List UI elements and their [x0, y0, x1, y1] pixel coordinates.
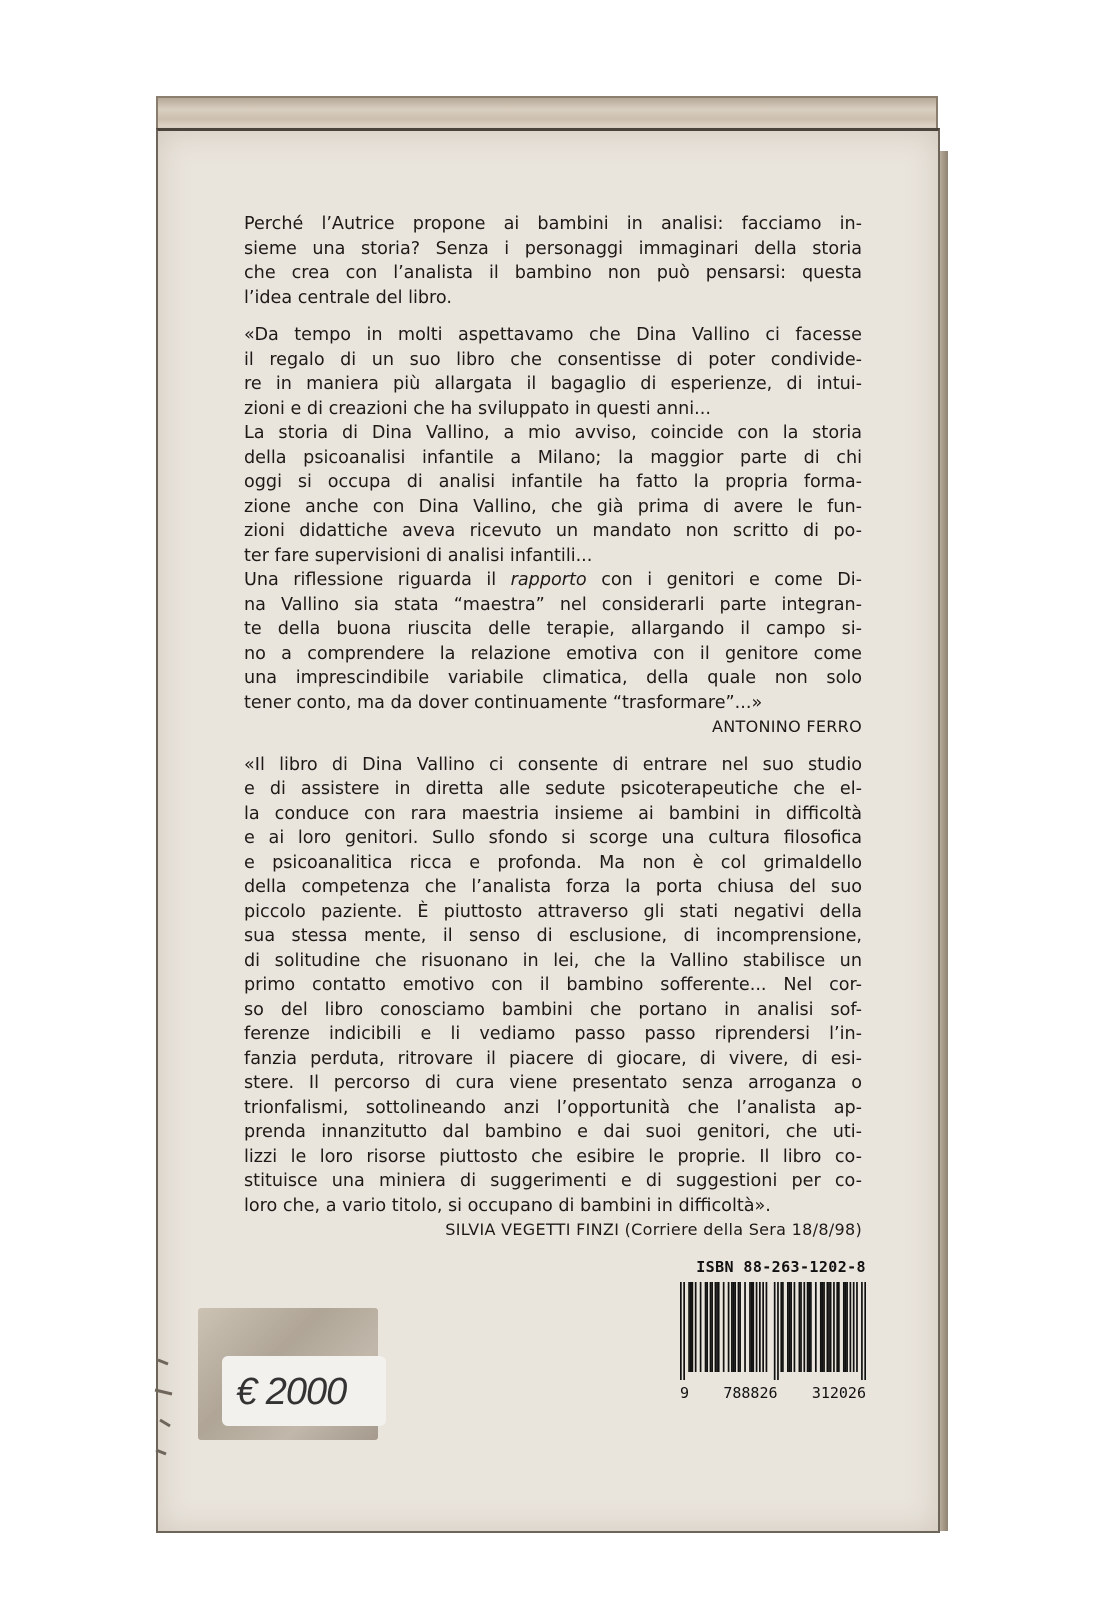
barcode-bar [759, 1282, 761, 1372]
ean-first-digit: 9 [680, 1384, 690, 1402]
barcode-bar [751, 1282, 753, 1372]
barcode-bar [700, 1282, 702, 1372]
barcode-bar [794, 1282, 796, 1372]
text-line: la conduce con rara maestria insieme ai bambini in difficoltà [244, 803, 862, 824]
text-line: primo contatto emotivo con il bambino sofferente... Nel cor- [244, 975, 862, 995]
ean-right-group: 312026 [811, 1384, 866, 1402]
barcode-bar [680, 1282, 682, 1380]
isbn-barcode-block [680, 1258, 866, 1402]
barcode-bar [850, 1282, 852, 1372]
barcode-bar [843, 1282, 845, 1372]
ean-digits [680, 1384, 866, 1402]
barcode-bar [815, 1282, 817, 1372]
text-line: piccolo paziente. È piuttosto attraverso gli stati negativi della [244, 901, 862, 922]
barcode-bar [683, 1282, 685, 1380]
text-line: zioni e di creazioni che ha sviluppato in questi anni... [244, 398, 711, 419]
barcode-bar [692, 1282, 694, 1372]
barcode-bar [711, 1282, 713, 1372]
barcode-bar [705, 1282, 707, 1372]
ferro-quote [244, 323, 862, 740]
text-line: tener conto, ma da dover continuamente “trasformare”...» [244, 692, 763, 713]
barcode-bar [695, 1282, 697, 1372]
text-line: lizzi le loro risorse piuttosto che esibire le proprie. Il libro co- [244, 1146, 862, 1167]
barcode-bar [739, 1282, 741, 1372]
text-line: stituisce una miniera di suggerimenti e di suggestioni per co- [244, 1171, 862, 1191]
text-line: zioni didattiche aveva ricevuto un mandato non scritto di po- [244, 521, 862, 541]
edge-wear-marks [150, 1350, 190, 1470]
barcode [680, 1282, 866, 1380]
barcode-bar [845, 1282, 847, 1372]
barcode-bar [728, 1282, 730, 1372]
intro-paragraph [244, 212, 862, 310]
text-line: ferenze indicibili e li vediamo passo passo riprendersi l’in- [244, 1024, 862, 1044]
barcode-bar [744, 1282, 746, 1372]
barcode-bar [861, 1282, 863, 1380]
barcode-bar [738, 1282, 740, 1372]
barcode-bar [734, 1282, 736, 1372]
text-line: l’idea centrale del libro. [244, 287, 452, 308]
text-line: prenda innanzitutto dal bambino e dai suoi genitori, che uti- [244, 1122, 862, 1142]
barcode-bar [777, 1282, 779, 1380]
text-line: te della buona riuscita delle terapie, allargando il campo si- [244, 619, 862, 639]
barcode-bar [715, 1282, 717, 1372]
text-line: na Vallino sia stata “maestra” nel considerarli parte integran- [244, 594, 862, 615]
barcode-bar [823, 1282, 825, 1372]
text-line: La storia di Dina Vallino, a mio avviso, coincide con la storia [244, 423, 862, 443]
barcode-bar [799, 1282, 801, 1372]
barcode-bar [782, 1282, 784, 1372]
barcode-bar [790, 1282, 792, 1372]
barcode-bar [833, 1282, 835, 1372]
barcode-bar [718, 1282, 720, 1372]
isbn-label: ISBN 88-263-1202-8 [696, 1258, 866, 1276]
text-line: una imprescindibile variabile climatica, della quale non solo [244, 668, 862, 688]
barcode-bar [766, 1282, 768, 1372]
text-line: Perché l’Autrice propone ai bambini in analisi: facciamo in- [244, 214, 862, 234]
barcode-bar [820, 1282, 822, 1372]
barcode-bar [846, 1282, 848, 1372]
vegetti-quote [244, 753, 862, 1243]
text-line: fanzia perduta, ritrovare il piacere di giocare, di vivere, di esi- [244, 1048, 862, 1069]
barcode-bar [706, 1282, 708, 1372]
text-line: no a comprendere la relazione emotiva con il genitore come [244, 643, 862, 664]
barcode-bar [827, 1282, 829, 1372]
text-line: sieme una storia? Senza i personaggi immaginari della storia [244, 238, 862, 259]
barcode-bar [749, 1282, 751, 1372]
barcode-bar [774, 1282, 776, 1380]
text-line: e di assistere in diretta alle sedute psicoterapeutiche che el- [244, 779, 862, 799]
text-line: «Da tempo in molti aspettavamo che Dina Vallino ci facesse [244, 325, 862, 345]
barcode-bar [800, 1282, 802, 1372]
text-line: zione anche con Dina Vallino, che già prima di avere le fun- [244, 496, 862, 517]
text-line: e ai loro genitori. Sullo sfondo si scorge una cultura filosofica [244, 828, 862, 848]
text-line: il regalo di un suo libro che consentisse di poter condivide- [244, 349, 862, 370]
barcode-bar [808, 1282, 810, 1372]
barcode-bar [810, 1282, 812, 1372]
barcode-bar [688, 1282, 690, 1372]
text-line: loro che, a vario titolo, si occupano di bambini in difficoltà». [244, 1195, 771, 1216]
barcode-bar [853, 1282, 855, 1372]
text-line: ter fare supervisioni di analisi infantili... [244, 545, 593, 566]
barcode-bar [803, 1282, 805, 1372]
barcode-bar [830, 1282, 832, 1372]
barcode-bar [756, 1282, 758, 1372]
barcode-bar [780, 1282, 782, 1372]
barcode-bar [864, 1282, 866, 1380]
barcode-bar [731, 1282, 733, 1372]
barcode-bar [752, 1282, 754, 1372]
barcode-bar [762, 1282, 764, 1372]
text-line: e psicoanalitica ricca e profonda. Ma non è col grimaldello [244, 852, 862, 873]
text-line: che crea con l’analista il bambino non può pensarsi: questa [244, 263, 862, 283]
text-line: trionfalismi, sottolineando anzi l’opportunità che l’analista ap- [244, 1097, 862, 1118]
barcode-bar [822, 1282, 824, 1372]
barcode-bar [723, 1282, 725, 1372]
barcode-bar [690, 1282, 692, 1372]
emphasis-rapporto: rapporto [510, 570, 587, 590]
barcode-bar [828, 1282, 830, 1372]
barcode-bar [787, 1282, 789, 1372]
quote-line: Una riflessione riguarda il rapporto con i genitori e come Di- [244, 570, 862, 590]
ean-left-group: 788826 [723, 1384, 778, 1402]
barcode-bar [789, 1282, 791, 1372]
vegetti-attribution: SILVIA VEGETTI FINZI (Corriere della Sera 18/8/98) [445, 1220, 862, 1239]
price-label: € 2000 [236, 1371, 347, 1413]
text-line: «Il libro di Dina Vallino ci consente di entrare nel suo studio [244, 754, 862, 775]
text-line: oggi si occupa di analisi infantile ha fatto la propria forma- [244, 472, 862, 492]
text-line: della psicoanalisi infantile a Milano; la maggior parte di chi [244, 447, 862, 468]
barcode-bar [836, 1282, 838, 1372]
text-line: re in maniera più allargata il bagaglio di esperienze, di intui- [244, 374, 862, 394]
barcode-bar [710, 1282, 712, 1372]
text-line: di solitudine che risuonano in lei, che la Vallino stabilisce un [244, 950, 862, 971]
barcode-bar [856, 1282, 858, 1372]
text-line: so del libro conosciamo bambini che portano in analisi sof- [244, 999, 862, 1020]
barcode-bar [716, 1282, 718, 1372]
barcode-bar [838, 1282, 840, 1372]
barcode-bar [733, 1282, 735, 1372]
text-line: della competenza che l’analista forza la porta chiusa del suo [244, 877, 862, 897]
text-line: sua stessa mente, il senso di esclusione, di incomprensione, [244, 926, 862, 946]
barcode-bar [807, 1282, 809, 1372]
ferro-attribution: ANTONINO FERRO [712, 717, 862, 736]
text-line: stere. Il percorso di cura viene presentato senza arroganza o [244, 1073, 862, 1093]
cover-text [244, 212, 862, 1256]
